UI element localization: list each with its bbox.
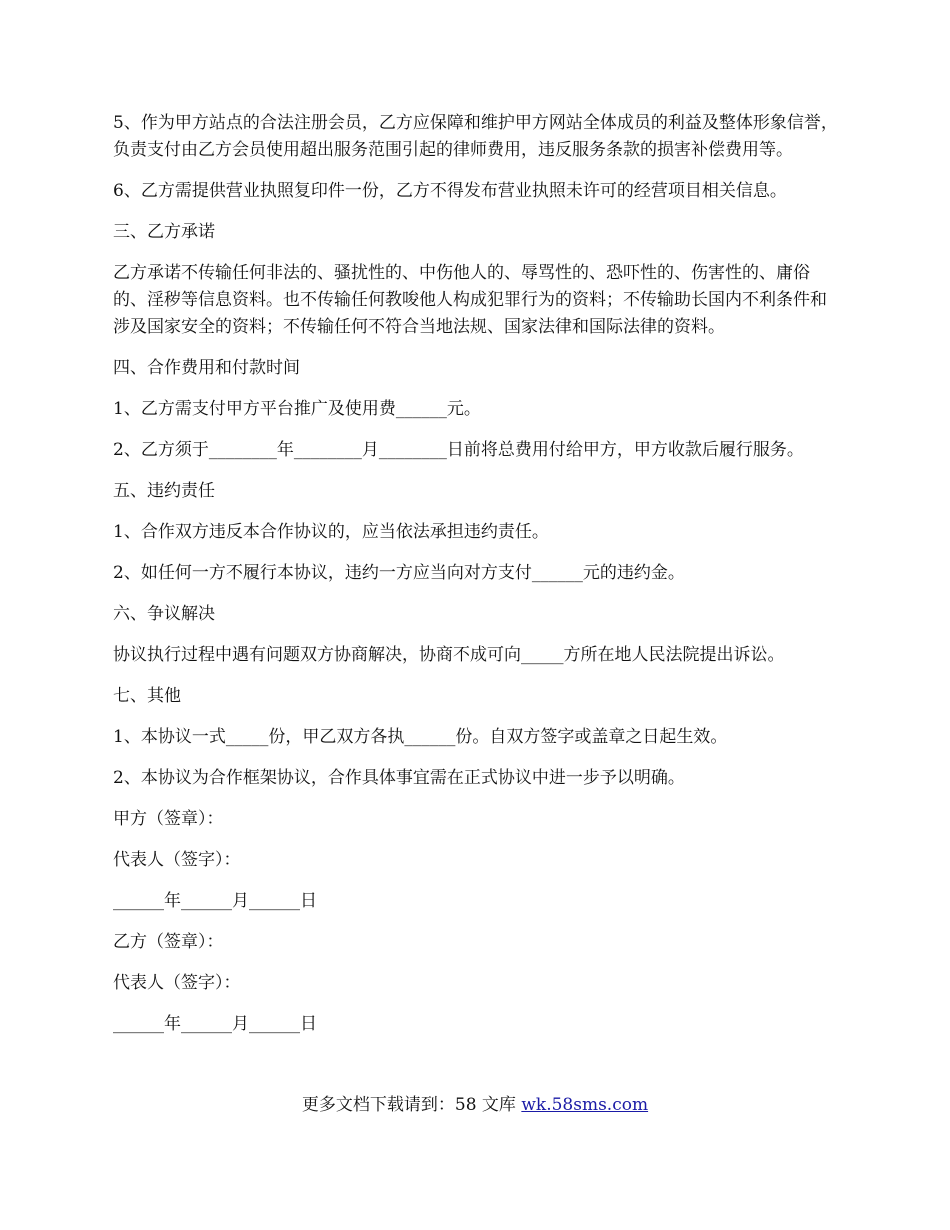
party-b-seal: 乙方（签章）： xyxy=(113,932,224,952)
section-heading-7: 七、其他 xyxy=(113,686,181,706)
dispute-paragraph: 协议执行过程中遇有问题双方协商解决，协商不成可向_____方所在地人民法院提出诉讼。 xyxy=(113,645,785,665)
section-heading-4: 四、合作费用和付款时间 xyxy=(113,358,300,378)
document-body xyxy=(113,110,839,1052)
clause-5: 5、作为甲方站点的合法注册会员，乙方应保障和维护甲方网站全体成员的利益及整体形象信誉，负责支付由乙方会员使用超出服务范围引起的律师费用，违反服务条款的损害补偿费用等。 xyxy=(113,113,838,160)
party-b-date: ______年______月______日 xyxy=(113,1014,317,1034)
footer-text: 更多文档下载请到：58 文库 xyxy=(301,1095,522,1115)
other-clause-1: 1、本协议一式_____份，甲乙双方各执______份。自双方签字或盖章之日起生效。 xyxy=(113,727,728,747)
party-a-seal: 甲方（签章）： xyxy=(113,809,224,829)
page-footer xyxy=(0,1092,950,1119)
party-a-date: ______年______月______日 xyxy=(113,891,317,911)
fee-clause-1: 1、乙方需支付甲方平台推广及使用费______元。 xyxy=(113,399,481,419)
promise-paragraph: 乙方承诺不传输任何非法的、骚扰性的、中伤他人的、辱骂性的、恐吓性的、伤害性的、庸俗的、淫秽等信息资料。也不传输任何教唆他人构成犯罪行为的资料；不传输助长国内不利条件和涉及国家安全的资料；不传输任何不符合当地法规、国家法律和国际法律的资料。 xyxy=(113,263,827,337)
liability-clause-2: 2、如任何一方不履行本协议，违约一方应当向对方支付______元的违约金。 xyxy=(113,563,685,583)
fee-clause-2: 2、乙方须于________年________月________日前将总费用付给甲方，甲方收款后履行服务。 xyxy=(113,440,804,460)
other-clause-2: 2、本协议为合作框架协议，合作具体事宜需在正式协议中进一步予以明确。 xyxy=(113,768,685,788)
liability-clause-1: 1、合作双方违反本合作协议的，应当依法承担违约责任。 xyxy=(113,522,549,542)
clause-6: 6、乙方需提供营业执照复印件一份，乙方不得发布营业执照未许可的经营项目相关信息。 xyxy=(113,181,787,201)
party-b-representative: 代表人（签字）： xyxy=(113,973,241,993)
footer-link[interactable]: wk.58sms.com xyxy=(521,1095,649,1115)
party-a-representative: 代表人（签字）： xyxy=(113,850,241,870)
section-heading-5: 五、违约责任 xyxy=(113,481,215,501)
section-heading-3: 三、乙方承诺 xyxy=(113,222,215,242)
section-heading-6: 六、争议解决 xyxy=(113,604,215,624)
